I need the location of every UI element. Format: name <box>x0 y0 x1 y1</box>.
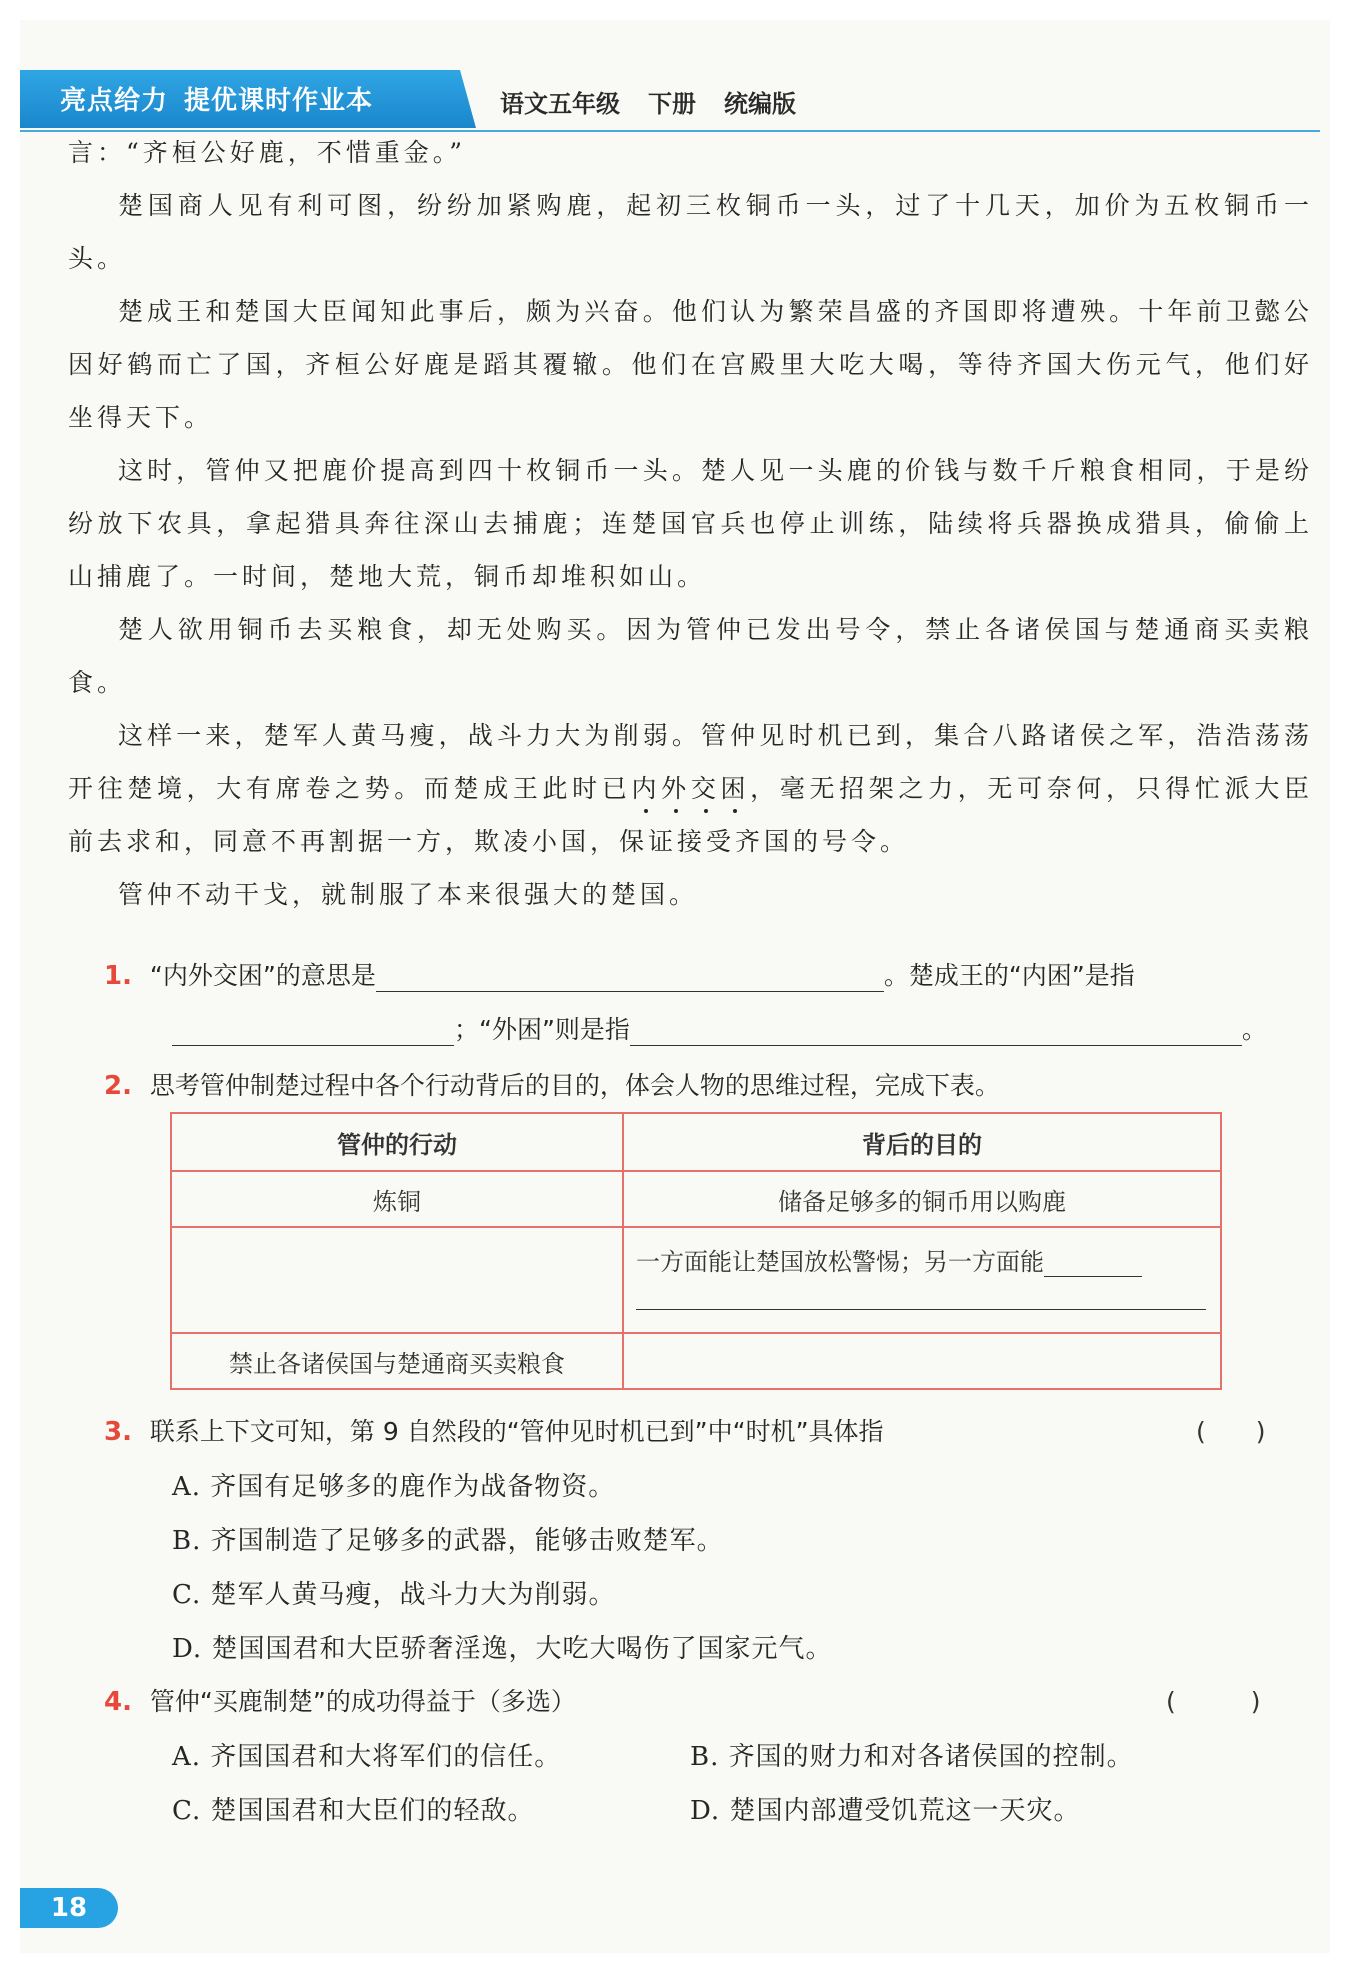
passage-text: 这样一来，楚军人黄马瘦，战斗力大为削弱。管仲见时机已到，集合八路诸侯之军，浩浩荡荡开往楚境，大有席卷之势。而楚成王此时已 <box>68 721 1313 803</box>
answer-table <box>170 1112 1222 1390</box>
question-text: “内外交困”的意思是 <box>149 961 376 990</box>
table-cell-answer[interactable] <box>171 1227 623 1333</box>
dotted-character: 交 <box>690 774 721 803</box>
option-b[interactable]: B. 齐国的财力和对各诸侯国的控制。 <box>690 1742 1134 1772</box>
passage-paragraph: 管仲不动干戈，就制服了本来很强大的楚国。 <box>118 880 699 909</box>
passage-paragraph: 这时，管仲又把鹿价提高到四十枚铜币一头。楚人见一头鹿的价钱与数千斤粮食相同，于是纷纷放下农具，拿起猎具奔往深山去捕鹿；连楚国官兵也停止训练，陆续将兵器换成猎具，偷偷上山捕鹿了。一时间，楚地大荒，铜币却堆积如山。 <box>68 456 1313 591</box>
answer-parentheses[interactable]: ( ) <box>1196 1417 1266 1446</box>
option-d[interactable]: D. 楚国内部遭受饥荒这一天灾。 <box>690 1796 1081 1826</box>
table-cell <box>623 1227 1221 1333</box>
table-header: 管仲的行动 <box>171 1113 623 1171</box>
passage-paragraph: 言：“齐桓公好鹿，不惜重金。” <box>68 138 467 167</box>
dotted-character: 困 <box>720 774 751 803</box>
table-cell-text: 一方面能让楚国放松警惕；另一方面能 <box>636 1248 1044 1276</box>
passage-paragraph: 楚成王和楚国大臣闻知此事后，颇为兴奋。他们认为繁荣昌盛的齐国即将遭殃。十年前卫懿公因好鹤而亡了国，齐桓公好鹿是蹈其覆辙。他们在宫殿里大吃大喝，等待齐国大伤元气，他们好坐得天下。 <box>68 297 1313 432</box>
table-cell: 禁止各诸侯国与楚通商买卖粮食 <box>171 1333 623 1389</box>
question-1 <box>104 956 1135 992</box>
table-header: 背后的目的 <box>623 1113 1221 1171</box>
passage-paragraph: 楚国商人见有利可图，纷纷加紧购鹿，起初三枚铜币一头，过了十几天，加价为五枚铜币一头。 <box>68 191 1313 273</box>
table-cell-answer[interactable] <box>623 1333 1221 1389</box>
question-3 <box>104 1412 884 1448</box>
question-text: 思考管仲制楚过程中各个行动背后的目的，体会人物的思维过程，完成下表。 <box>149 1071 1000 1100</box>
workbook-page <box>20 20 1330 1953</box>
option-a[interactable]: A. 齐国国君和大将军们的信任。 <box>172 1742 562 1772</box>
question-text: 联系上下文可知，第 9 自然段的“管仲见时机已到”中“时机”具体指 <box>149 1417 884 1446</box>
question-text: 。 <box>1241 1015 1267 1044</box>
passage-paragraph: 楚人欲用铜币去买粮食，却无处购买。因为管仲已发出号令，禁止各诸侯国与楚通商买卖粮食。 <box>68 615 1313 697</box>
answer-blank[interactable] <box>172 1017 454 1046</box>
brand-name: 亮点给力 <box>60 86 169 116</box>
reading-passage <box>68 126 1313 921</box>
question-text: ；“外困”则是指 <box>454 1015 630 1044</box>
question-number: 4. <box>104 1687 132 1717</box>
question-text: 管仲“买鹿制楚”的成功得益于（多选） <box>149 1687 576 1716</box>
dotted-character: 外 <box>661 774 691 803</box>
question-4 <box>104 1682 576 1718</box>
answer-blank[interactable] <box>1044 1252 1142 1277</box>
passage-paragraph <box>68 709 1313 868</box>
dotted-phrase <box>631 774 750 803</box>
answer-blank[interactable] <box>630 1017 1242 1046</box>
question-text: 。楚成王的“内困”是指 <box>883 961 1135 990</box>
question-number: 1. <box>104 961 132 991</box>
answer-blank[interactable] <box>376 963 884 992</box>
table-cell: 炼铜 <box>171 1171 623 1227</box>
option-c[interactable]: C. 楚国国君和大臣们的轻敌。 <box>172 1796 535 1826</box>
edition-label: 统编版 <box>724 90 796 118</box>
question-number: 2. <box>104 1071 132 1101</box>
dotted-character: 内 <box>631 774 662 803</box>
page-number: 18 <box>20 1888 118 1928</box>
volume-label: 下册 <box>648 90 696 118</box>
option-c[interactable]: C. 楚军人黄马瘦，战斗力大为削弱。 <box>172 1580 616 1610</box>
subject-label: 语文五年级 <box>500 90 620 118</box>
option-d[interactable]: D. 楚国国君和大臣骄奢淫逸，大吃大喝伤了国家元气。 <box>172 1634 833 1664</box>
answer-blank[interactable] <box>636 1297 1206 1310</box>
question-number: 3. <box>104 1417 132 1447</box>
passage-text: ，毫无招架之力，无可奈何，只得忙派大臣前去求和，同意不再割据一方，欺凌小国，保证接受齐国的号令。 <box>68 774 1313 856</box>
header-course-info <box>500 84 824 119</box>
header-brand <box>60 80 373 117</box>
question-2 <box>104 1066 1000 1102</box>
answer-parentheses[interactable]: ( ) <box>1166 1687 1261 1716</box>
table-cell: 储备足够多的铜币用以购鹿 <box>623 1171 1221 1227</box>
series-name: 提优课时作业本 <box>184 86 374 116</box>
question-1-line2 <box>172 1010 1267 1046</box>
option-a[interactable]: A. 齐国有足够多的鹿作为战备物资。 <box>172 1472 616 1502</box>
option-b[interactable]: B. 齐国制造了足够多的武器，能够击败楚军。 <box>172 1526 724 1556</box>
